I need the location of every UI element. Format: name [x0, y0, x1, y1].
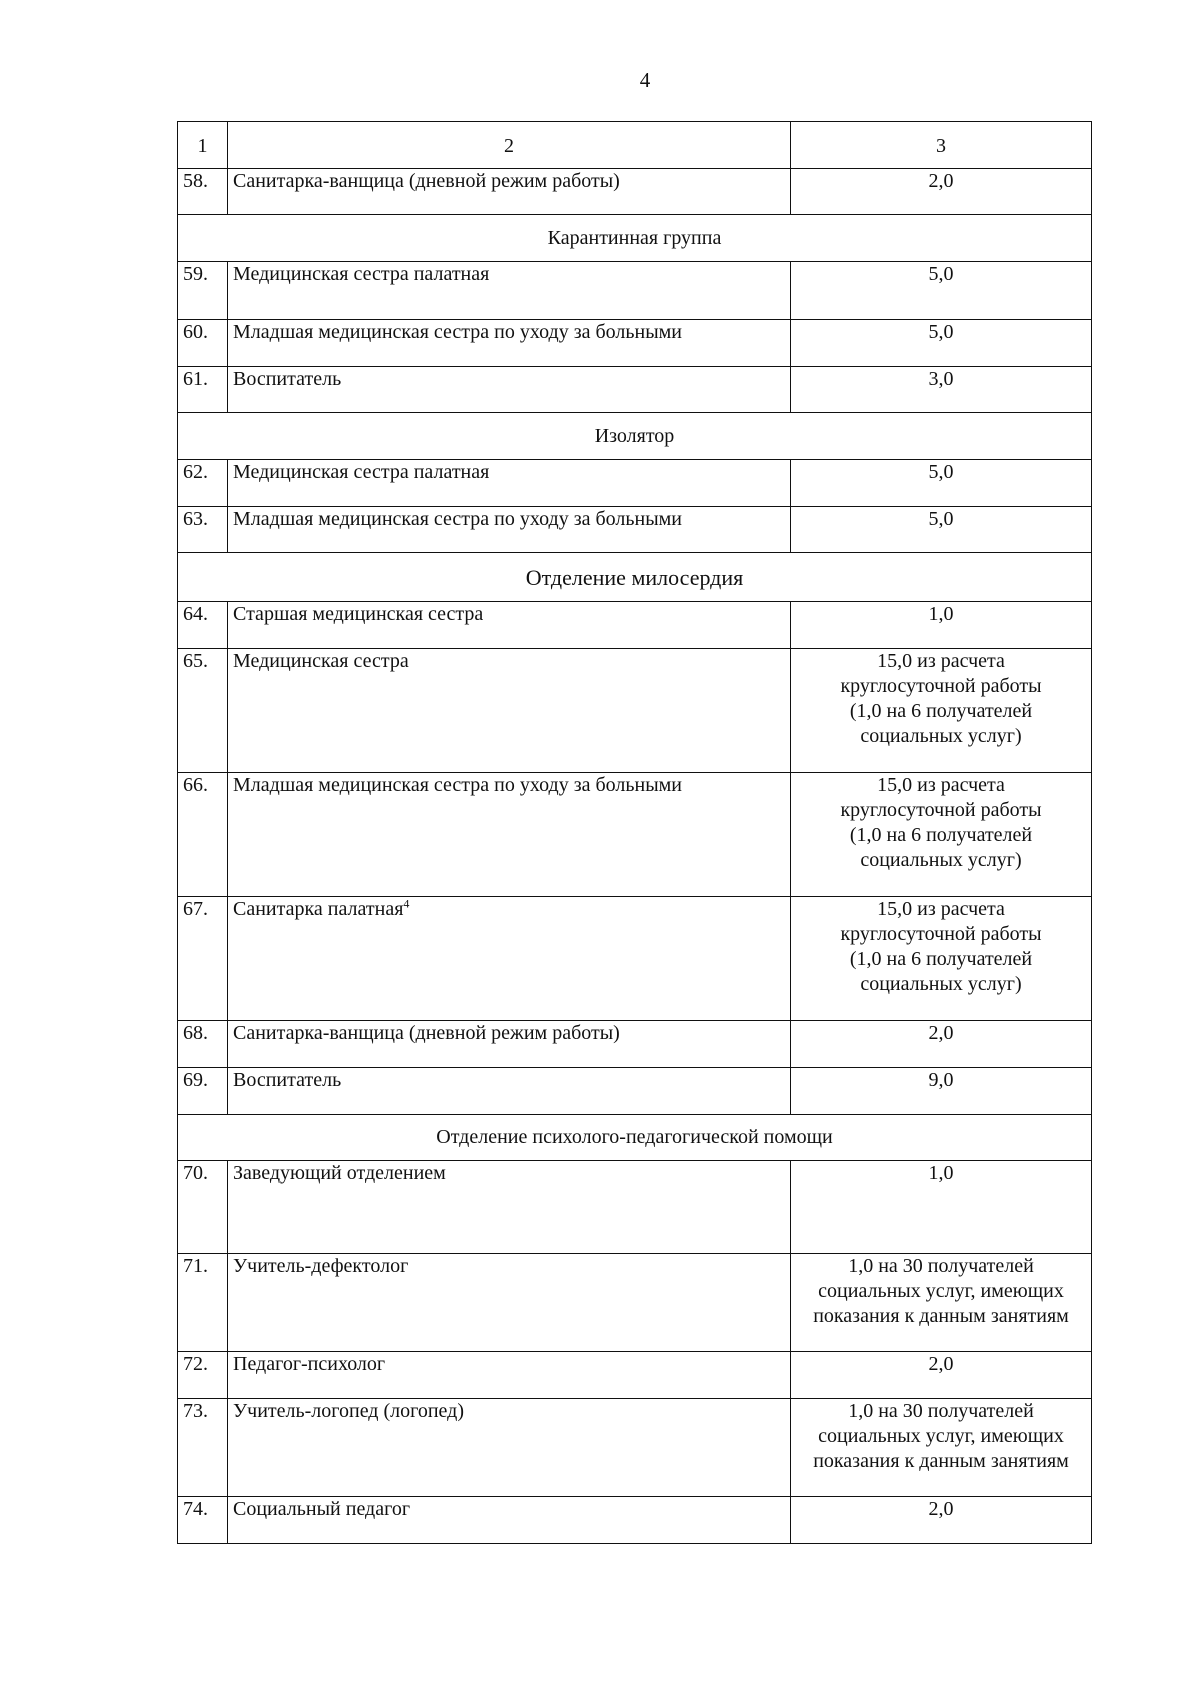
section-row [178, 413, 1092, 460]
position-name: Санитарка-ванщица (дневной режим работы) [228, 169, 791, 215]
staff-units-line: (1,0 на 6 получателей [849, 948, 1033, 970]
table-row [178, 1399, 1092, 1497]
column-header-position: 2 [228, 122, 791, 169]
staff-units: 9,0 [791, 1068, 1092, 1115]
section-title: Отделение психолого-педагогической помощи [178, 1115, 1092, 1161]
staff-units: 5,0 [791, 507, 1092, 553]
section-row [178, 215, 1092, 262]
position-name: Учитель-логопед (логопед) [228, 1399, 791, 1497]
staff-units-line: 1,0 на 30 получателей [848, 1400, 1034, 1422]
staff-units-line: социальных услуг) [860, 725, 1022, 747]
staff-units [791, 773, 1092, 897]
table-row [178, 507, 1092, 553]
staff-units-line: показания к данным занятиям [813, 1305, 1069, 1327]
staff-units-line: круглосуточной работы [840, 923, 1042, 945]
staff-units: 1,0 [791, 602, 1092, 649]
table-row [178, 367, 1092, 413]
staff-units: 3,0 [791, 367, 1092, 413]
staff-units: 5,0 [791, 262, 1092, 320]
table-row [178, 1254, 1092, 1352]
row-number: 64. [178, 602, 228, 649]
position-name: Младшая медицинская сестра по уходу за больными [228, 320, 791, 367]
position-name: Младшая медицинская сестра по уходу за больными [228, 507, 791, 553]
table-row [178, 1161, 1092, 1254]
staff-units [791, 1399, 1092, 1497]
table-row [178, 169, 1092, 215]
table-row [178, 1497, 1092, 1544]
position-name: Старшая медицинская сестра [228, 602, 791, 649]
row-number: 68. [178, 1021, 228, 1068]
staff-units-line: 15,0 из расчета [877, 898, 1005, 920]
staff-units-line: круглосуточной работы [840, 799, 1042, 821]
position-name: Заведующий отделением [228, 1161, 791, 1254]
row-number: 65. [178, 649, 228, 773]
staff-units-line: (1,0 на 6 получателей [849, 700, 1033, 722]
staff-units [791, 1254, 1092, 1352]
table-row [178, 1352, 1092, 1399]
row-number: 58. [178, 169, 228, 215]
table-row [178, 262, 1092, 320]
row-number: 70. [178, 1161, 228, 1254]
row-number: 69. [178, 1068, 228, 1115]
position-name: Медицинская сестра палатная [228, 262, 791, 320]
staff-units: 5,0 [791, 320, 1092, 367]
column-header-number: 1 [178, 122, 228, 169]
staff-units: 2,0 [791, 1021, 1092, 1068]
row-number: 74. [178, 1497, 228, 1544]
row-number: 59. [178, 262, 228, 320]
section-title: Карантинная группа [178, 215, 1092, 262]
position-name: Учитель-дефектолог [228, 1254, 791, 1352]
staff-units: 2,0 [791, 1352, 1092, 1399]
position-name: Педагог-психолог [228, 1352, 791, 1399]
staff-units: 1,0 [791, 1161, 1092, 1254]
position-name: Воспитатель [228, 367, 791, 413]
table-row [178, 897, 1092, 1021]
section-row [178, 1115, 1092, 1161]
row-number: 73. [178, 1399, 228, 1497]
table-row [178, 649, 1092, 773]
staff-units: 5,0 [791, 460, 1092, 507]
section-title: Изолятор [178, 413, 1092, 460]
position-name: Воспитатель [228, 1068, 791, 1115]
staff-units-line: социальных услуг, имеющих [818, 1280, 1064, 1302]
row-number: 60. [178, 320, 228, 367]
table-row [178, 1068, 1092, 1115]
table-row [178, 773, 1092, 897]
position-name [228, 897, 791, 1021]
row-number: 66. [178, 773, 228, 897]
staff-units: 2,0 [791, 1497, 1092, 1544]
row-number: 61. [178, 367, 228, 413]
staff-units-line: круглосуточной работы [840, 675, 1042, 697]
row-number: 71. [178, 1254, 228, 1352]
staff-units-line: 15,0 из расчета [877, 774, 1005, 796]
position-name: Медицинская сестра палатная [228, 460, 791, 507]
staff-units-line: социальных услуг) [860, 973, 1022, 995]
table-row [178, 602, 1092, 649]
position-name: Медицинская сестра [228, 649, 791, 773]
staff-units-line: социальных услуг) [860, 849, 1022, 871]
staff-units-line: социальных услуг, имеющих [818, 1425, 1064, 1447]
staff-units [791, 649, 1092, 773]
table-row [178, 320, 1092, 367]
staff-units-line: 1,0 на 30 получателей [848, 1255, 1034, 1277]
column-header-units: 3 [791, 122, 1092, 169]
row-number: 63. [178, 507, 228, 553]
footnote-marker: 4 [403, 896, 410, 911]
staff-units [791, 897, 1092, 1021]
table-row [178, 1021, 1092, 1068]
table-row [178, 460, 1092, 507]
row-number: 72. [178, 1352, 228, 1399]
row-number: 67. [178, 897, 228, 1021]
position-name: Санитарка-ванщица (дневной режим работы) [228, 1021, 791, 1068]
section-title: Отделение милосердия [178, 553, 1092, 602]
section-row [178, 553, 1092, 602]
staff-units-line: 15,0 из расчета [877, 650, 1005, 672]
position-name: Младшая медицинская сестра по уходу за больными [228, 773, 791, 897]
position-name: Социальный педагог [228, 1497, 791, 1544]
row-number: 62. [178, 460, 228, 507]
page-number: 4 [639, 68, 651, 92]
staffing-table [177, 121, 1092, 1544]
staff-units-line: (1,0 на 6 получателей [849, 824, 1033, 846]
staff-units-line: показания к данным занятиям [813, 1450, 1069, 1472]
staff-units: 2,0 [791, 169, 1092, 215]
position-name-text: Санитарка палатная [233, 898, 404, 920]
table-header-row [178, 122, 1092, 169]
